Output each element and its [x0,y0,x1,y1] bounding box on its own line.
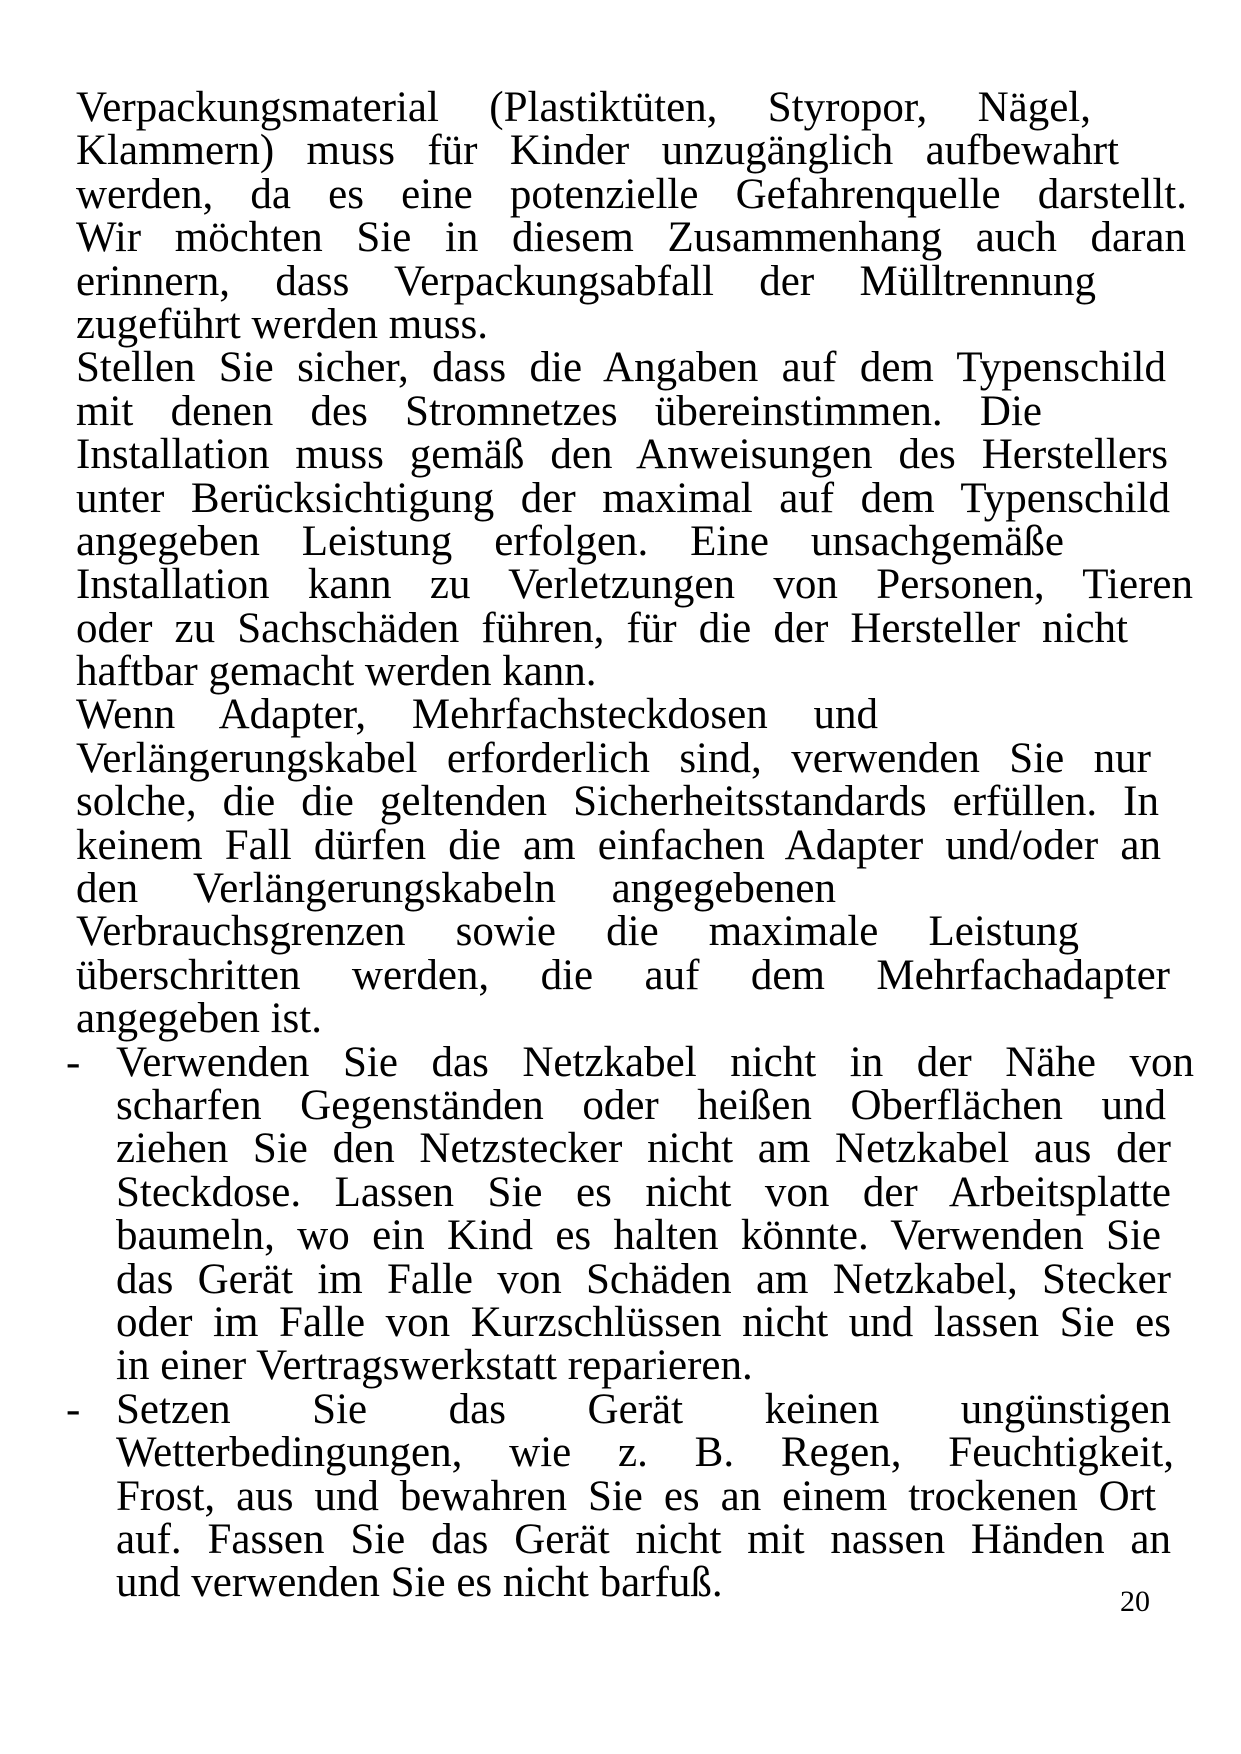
bullet-line [76,1342,1194,1390]
paragraph-adapters [76,691,1194,1043]
text-line: Frost, aus und bewahren Sie es an einem trockenen Ort [116,1472,1156,1520]
text-line: Wetterbedingungen, wie z. B. Regen, Feuchtigkeit, [116,1429,1174,1477]
bullet-line [76,1559,1194,1607]
text-line: Wenn Adapter, Mehrfachsteckdosen und [76,691,878,739]
paragraph-packaging [76,86,1194,346]
text-line: baumeln, wo ein Kind es halten könnte. Verwenden Sie [116,1212,1161,1260]
text-line: oder im Falle von Kurzschlüssen nicht und lassen Sie es [116,1298,1171,1346]
page-number: 20 [1120,1585,1150,1618]
text-line: Klammern) muss für Kinder unzugänglich aufbewahrt [76,127,1119,175]
bullet-line [76,1168,1194,1216]
text-line: zugeführt werden muss. [76,300,488,348]
text-line: das Gerät im Falle von Schäden am Netzkabel, Stecker [116,1255,1171,1303]
bullet-line [76,1515,1194,1563]
text-line: keinem Fall dürfen die am einfachen Adapter und/oder an [76,821,1161,869]
text-line: in einer Vertragswerkstatt reparieren. [116,1342,753,1390]
text-line: unter Berücksichtigung der maximal auf dem Typenschild [76,474,1170,522]
text-line: erinnern, dass Verpackungsabfall der Mülltrennung [76,257,1096,305]
text-line: den Verlängerungskabeln angegebenen [76,865,836,913]
text-line: Steckdose. Lassen Sie es nicht von der Arbeitsplatte [116,1168,1171,1216]
text-line: Verwenden Sie das Netzkabel nicht in der Nähe von [116,1038,1194,1086]
text-line: und verwenden Sie es nicht barfuß. [116,1559,723,1607]
bullet-line [76,1212,1194,1260]
bullet-line [66,1038,1194,1086]
body-text [66,84,1194,1607]
paragraph-installation [76,344,1194,696]
text-line: angegeben Leistung erfolgen. Eine unsachgemäße [76,517,1064,565]
bullet-line [76,1472,1194,1520]
bullet-dash: - [66,1385,81,1433]
bullet-line [66,1385,1194,1433]
bullet-line [76,1081,1194,1129]
bullet-item-power-cord [66,1038,1194,1390]
bullet-item-weather [66,1385,1194,1607]
text-line: Installation kann zu Verletzungen von Personen, Tieren [76,561,1193,609]
text-line: auf. Fassen Sie das Gerät nicht mit nassen Händen an [116,1515,1171,1563]
text-line: scharfen Gegenständen oder heißen Oberflächen und [116,1081,1166,1129]
bullet-line [76,1298,1194,1346]
bullet-line [76,1429,1194,1477]
bullet-line [76,1125,1194,1173]
text-line: werden, da es eine potenzielle Gefahrenquelle darstellt. [76,170,1187,218]
text-line: Wir möchten Sie in diesem Zusammenhang auch daran [76,214,1186,262]
text-line: solche, die die geltenden Sicherheitsstandards erfüllen. In [76,778,1159,826]
text-line: angegeben ist. [76,995,322,1043]
bullet-line [76,1255,1194,1303]
text-line: Setzen Sie das Gerät keinen ungünstigen [116,1385,1171,1433]
text-line: haftbar gemacht werden kann. [76,648,597,696]
text-line: Verlängerungskabel erforderlich sind, verwenden Sie nur [76,734,1151,782]
text-line: überschritten werden, die auf dem Mehrfachadapter [76,951,1170,999]
text-line: ziehen Sie den Netzstecker nicht am Netzkabel aus der [116,1125,1171,1173]
text-line: oder zu Sachschäden führen, für die der Hersteller nicht [76,604,1128,652]
text-line: Installation muss gemäß den Anweisungen des Herstellers [76,431,1168,479]
text-line: mit denen des Stromnetzes übereinstimmen. Die [76,387,1042,435]
text-line: Verbrauchsgrenzen sowie die maximale Leistung [76,908,1079,956]
text-line: Stellen Sie sicher, dass die Angaben auf dem Typenschild [76,344,1166,392]
bullet-dash: - [66,1038,81,1086]
text-line: Verpackungsmaterial (Plastiktüten, Styropor, Nägel, [76,84,1091,131]
